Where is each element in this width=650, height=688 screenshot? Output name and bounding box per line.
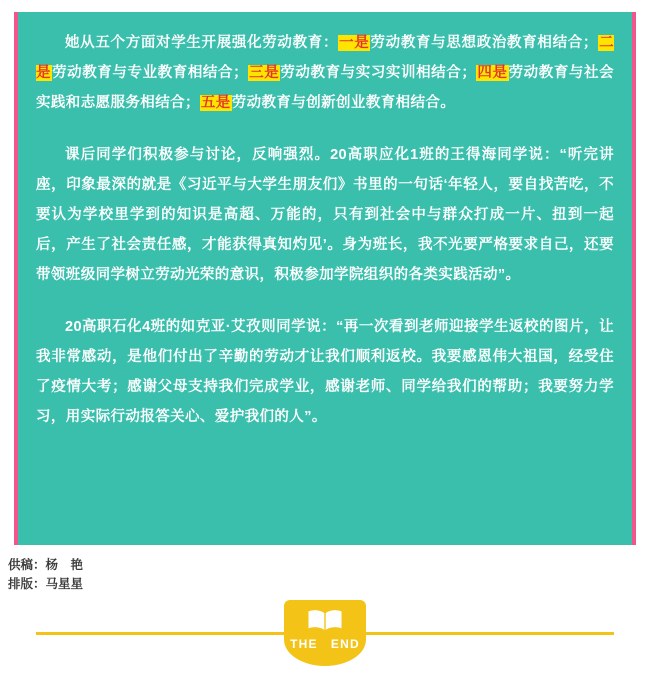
credit-contributor: 供稿：杨 艳 — [8, 558, 84, 572]
divider-right — [362, 632, 614, 635]
text-segment: 劳动教育与社会实践和志愿服务相结合； — [36, 65, 614, 111]
highlight-fourth: 四是 — [477, 65, 508, 81]
article-card — [14, 12, 636, 545]
text-segment: 她从五个方面对学生开展强化劳动教育： — [65, 35, 339, 51]
credits-block — [8, 556, 308, 594]
highlight-second: 二是 — [36, 35, 615, 81]
end-label: THE END — [290, 637, 360, 651]
paragraph-3: 20高职石化4班的如克亚·艾孜则同学说：“再一次看到老师迎接学生返校的图片，让我非常感动，是他们付出了辛勤的劳动才让我们顺利返校。我要感恩伟大祖国，经受住了疫情大考；感谢父母支持我们完成学业，感谢老师、同学给我们的帮助；我要努力学习，用实际行动报答关心、爱护我们的人”。 — [36, 319, 614, 425]
paragraph-2: 课后同学们积极参与讨论，反响强烈。20高职应化1班的王得海同学说：“听完讲座，印象最深的就是《习近平与大学生朋友们》书里的一句话‘年轻人，要自找苦吃，不要认为学校里学到的知识是高超、万能的，只有到社会中与群众打成一片、扭到一起后，产生了社会责任感，才能获得真知灼见’。身为班长，我不光要严格要求自己，还要带领班级同学树立劳动光荣的意识，积极参加学院组织的各类实践活动”。 — [36, 147, 614, 283]
text-segment: 劳动教育与实习实训相结合； — [280, 65, 477, 81]
paragraph-1 — [36, 28, 614, 118]
text-segment: 劳动教育与专业教育相结合； — [52, 65, 248, 81]
article-body — [36, 28, 614, 535]
highlight-third: 三是 — [248, 65, 280, 81]
open-book-icon — [305, 607, 345, 633]
end-badge — [284, 600, 366, 666]
text-segment: 劳动教育与思想政治教育相结合； — [370, 35, 598, 51]
footer-end-banner — [0, 600, 650, 680]
text-segment: 劳动教育与创新创业教育相结合。 — [231, 95, 456, 111]
highlight-fifth: 五是 — [200, 95, 231, 111]
credit-layout: 排版：马星星 — [8, 577, 84, 591]
divider-left — [36, 632, 288, 635]
highlight-first: 一是 — [339, 35, 370, 51]
